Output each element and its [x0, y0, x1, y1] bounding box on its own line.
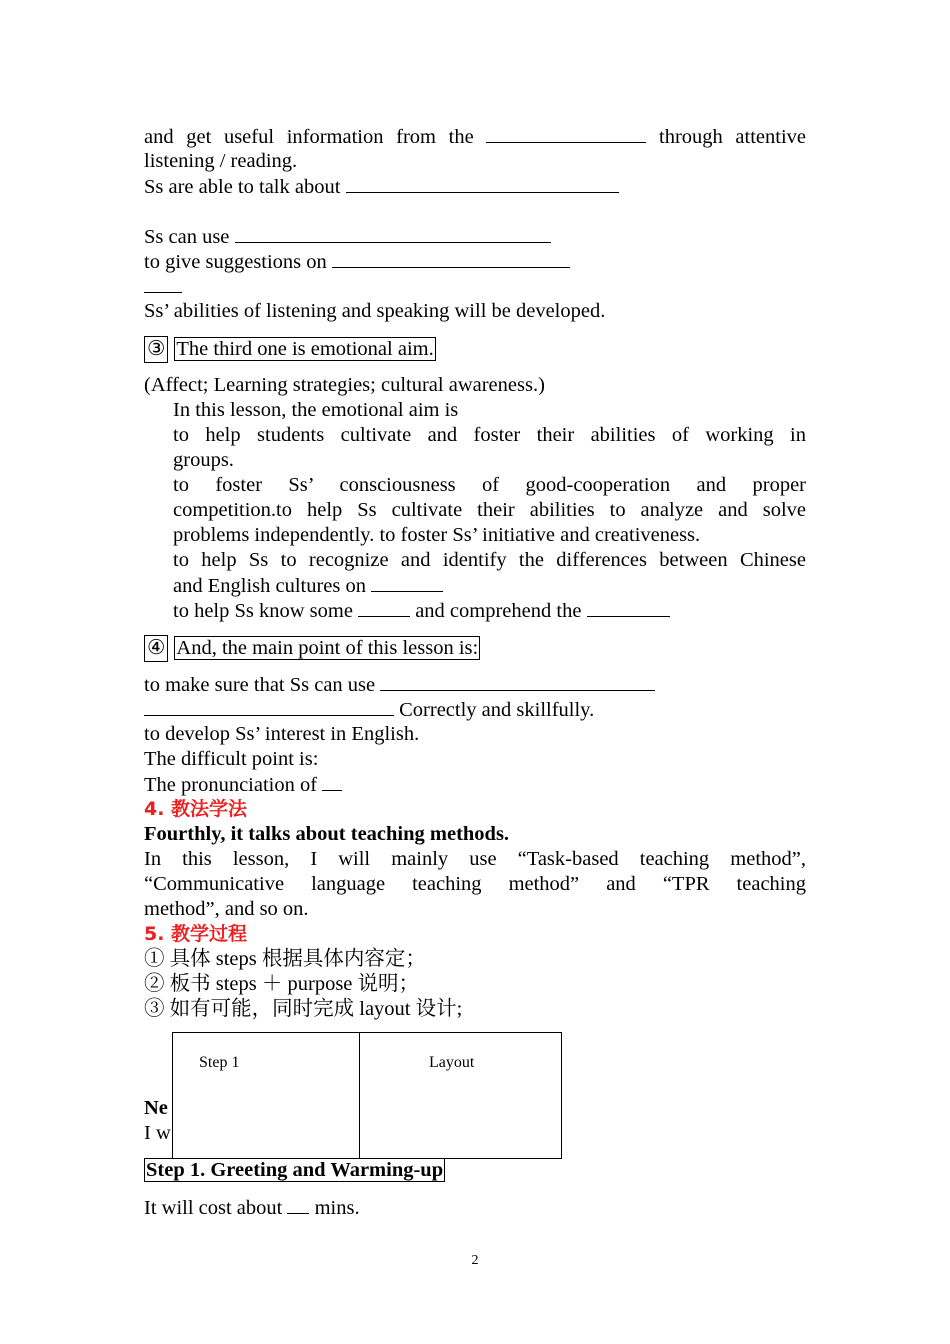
blank	[486, 124, 646, 143]
text-line: The difficult point is:	[144, 748, 319, 770]
text-line: Ss are able to talk about	[144, 174, 806, 200]
step-heading: Step 1. Greeting and Warming-up	[146, 1159, 444, 1181]
list-item: ② 板书 steps ＋ purpose 说明；	[144, 973, 420, 995]
blank	[144, 274, 182, 293]
text-line: Ss’ abilities of listening and speaking will be developed.	[144, 300, 606, 322]
blank	[235, 224, 551, 243]
blank	[587, 598, 670, 617]
text-line: listening / reading.	[144, 150, 298, 172]
text-line: In this lesson, I will mainly use “Task-based teaching method”,	[144, 848, 806, 870]
blank	[287, 1195, 309, 1214]
blank	[371, 573, 443, 592]
text-line: The pronunciation of	[144, 772, 806, 798]
number-badge: ④	[144, 635, 168, 662]
text-line: and get useful information from the through attentive	[144, 126, 807, 148]
blank	[322, 772, 342, 791]
text-line: to make sure that Ss can use	[144, 672, 806, 698]
hidden-text: Ne	[144, 1097, 168, 1119]
table-cell-layout	[360, 1033, 561, 1158]
text-line: and English cultures on	[173, 573, 806, 599]
blank	[332, 249, 570, 268]
list-item: ③ 如有可能，同时完成 layout 设计;	[144, 998, 463, 1020]
list-item: ① 具体 steps 根据具体内容定；	[144, 948, 426, 970]
table-header-layout: Layout	[429, 1054, 475, 1071]
section-heading-methods: 4. 教法学法	[144, 798, 248, 820]
text-line: to help Ss to recognize and identify the differences between Chinese	[173, 549, 806, 571]
text-line: It will cost about mins.	[144, 1197, 360, 1219]
text-line: In this lesson, the emotional aim is	[173, 399, 459, 421]
text-line: to help Ss know some and comprehend the	[173, 598, 806, 624]
text-line: competition.to help Ss cultivate their abilities to analyze and solve	[173, 499, 806, 521]
text-line	[144, 274, 806, 300]
section-heading-emotional	[144, 336, 806, 363]
blank	[346, 174, 619, 193]
text-line: to give suggestions on	[144, 249, 806, 275]
boxed-title: And, the main point of this lesson is:	[176, 637, 479, 659]
text-line: Correctly and skillfully.	[144, 697, 806, 723]
text-line: Ss can use	[144, 224, 806, 250]
section-heading-mainpoint	[144, 635, 806, 662]
table-cell-step	[173, 1033, 360, 1158]
blank	[144, 697, 394, 716]
text-line: to help students cultivate and foster their abilities of working in	[173, 424, 806, 446]
blank	[380, 672, 655, 691]
page-number: 2	[471, 1253, 479, 1268]
text-line: groups.	[173, 449, 234, 471]
hidden-text: I w	[144, 1122, 171, 1144]
number-badge: ③	[144, 336, 168, 363]
text-line: problems independently. to foster Ss’ initiative and creativeness.	[173, 524, 701, 546]
boxed-title: The third one is emotional aim.	[176, 338, 434, 360]
text-line: “Communicative language teaching method” and “TPR teaching	[144, 873, 806, 895]
text-line: to foster Ss’ consciousness of good-cooperation and proper	[173, 474, 806, 496]
layout-table	[172, 1032, 562, 1159]
section-heading-process: 5. 教学过程	[144, 923, 248, 945]
table-header-step: Step 1	[199, 1054, 240, 1071]
text-line: method”, and so on.	[144, 898, 309, 920]
blank	[358, 598, 410, 617]
text-line: (Affect; Learning strategies; cultural awareness.)	[144, 374, 545, 396]
text-line: to develop Ss’ interest in English.	[144, 723, 420, 745]
text-line: Fourthly, it talks about teaching methods.	[144, 823, 510, 845]
